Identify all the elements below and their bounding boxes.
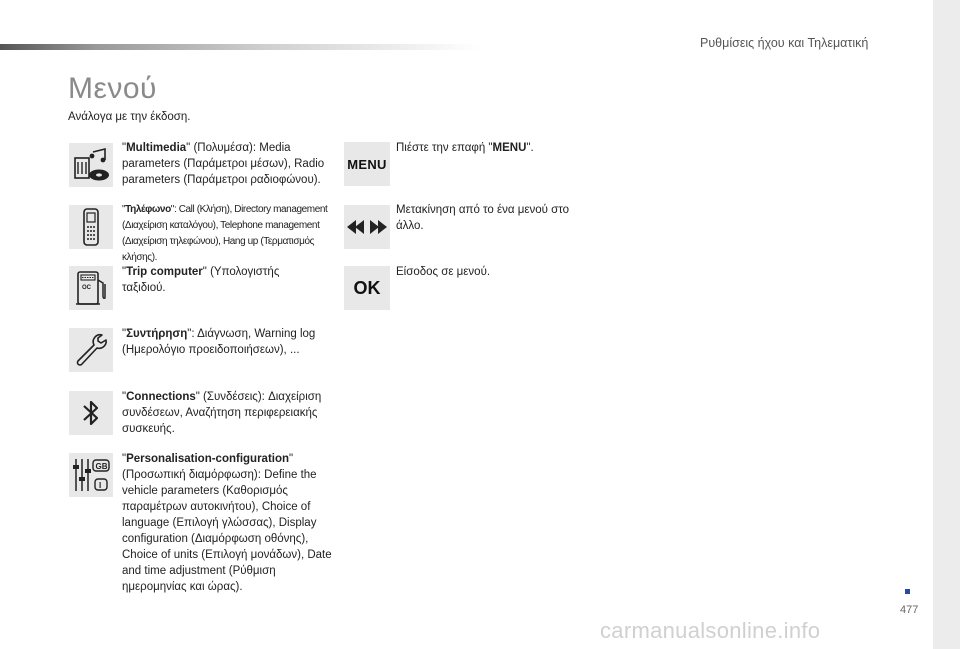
menu-button-desc	[396, 140, 596, 156]
menu-button-desc-pre: Πιέστε την επαφή "	[396, 142, 493, 154]
language-gb-label: GB	[95, 462, 108, 471]
item-trip-text: (Υπολογιστής ταξιδιού.	[122, 266, 280, 294]
media-music-icon	[69, 143, 113, 187]
phone-icon	[69, 205, 113, 249]
watermark: carmanualsonline.info	[600, 618, 821, 643]
item-personalisation-title: Personalisation-configuration	[126, 453, 290, 465]
bluetooth-icon	[69, 391, 113, 435]
item-connections-text: (Συνδέσεις): Διαχείριση συνδέσεων, Αναζήτηση περιφερειακής συσκευής.	[122, 391, 322, 435]
item-connections-title: Connections	[126, 391, 196, 403]
item-personalisation-desc: "Personalisation-configuration" (Προσωπική διαμόρφωση): Define the vehicle parameters (Καθορισμός παραμέτρων αυτοκινήτου), Choice of language (Επιλογή γλώσσας), Display configuration (Διαμόρφωση οθόνης), Choice of units (Επιλογή μονάδων), Date and time adjustment (Ρύθμιση ημερομηνίας και ώρας).	[122, 453, 332, 593]
arrow-buttons-desc: Μετακίνηση από το ένα μενού στο άλλο.	[396, 204, 569, 232]
ok-button-desc: Είσοδος σε μενού.	[396, 266, 491, 278]
arrow-buttons-illustration	[344, 205, 390, 249]
page-marker-dot	[905, 589, 910, 594]
fuel-pump-icon	[69, 266, 113, 310]
item-multimedia-title: Multimedia	[126, 142, 187, 154]
page-number: 477	[900, 604, 919, 616]
menu-button-desc-bold: MENU	[492, 142, 527, 154]
ok-button-illustration	[344, 266, 390, 310]
menu-button-label: MENU	[347, 156, 387, 172]
intro-text: Ανάλογα με την έκδοση.	[68, 111, 191, 123]
item-connections-desc: "Connections" (Συνδέσεις): Διαχείριση συνδέσεων, Αναζήτηση περιφερειακής συσκευής.	[122, 391, 322, 435]
ok-button-label: OK	[353, 277, 381, 298]
menu-button-desc-post: ".	[526, 142, 534, 154]
wrench-icon	[69, 328, 113, 372]
item-phone-title: Τηλέφωνο	[125, 204, 171, 215]
settings-sliders-icon	[69, 453, 113, 497]
header-gradient-bar	[0, 44, 480, 50]
page-edge-strip	[933, 0, 960, 649]
item-trip-title: Trip computer	[126, 266, 203, 278]
item-personalisation-text: (Προσωπική διαμόρφωση): Define the vehicle parameters (Καθορισμός παραμέτρων αυτοκινήτου), Choice of language (Επιλογή γλώσσας), Display configuration (Διαμόρφωση οθόνης), Choice of units (Επιλογή μονάδων), Date and time adjustment (Ρύθμιση ημερομηνίας και ώρας).	[122, 469, 332, 593]
left-right-arrows-icon	[345, 217, 389, 237]
item-multimedia-text: (Πολυμέσα): Media parameters (Παράμετροι μέσων), Radio parameters (Παράμετροι ραδιοφώνου).	[122, 142, 325, 186]
menu-button-illustration	[344, 142, 390, 186]
item-maintenance-title: Συντήρηση	[126, 328, 188, 340]
units-i-label: I	[99, 481, 102, 490]
item-phone-text: : Call (Κλήση), Directory management (Διαχείριση καταλόγου), Telephone management (Διαχείριση τηλεφώνου), Hang up (Τερματισμός κλήσης).	[122, 204, 328, 263]
fuel-pump-label: OC	[82, 285, 91, 291]
item-maintenance-desc: "Συντήρηση": Διάγνωση, Warning log (Ημερολόγιο προειδοποιήσεων), ...	[122, 328, 316, 356]
item-trip-desc: "Trip computer" (Υπολογιστής ταξιδιού.	[122, 266, 280, 294]
page-title: Μενού	[68, 72, 157, 105]
item-maintenance-text: : Διάγνωση, Warning log (Ημερολόγιο προειδοποιήσεων), ...	[122, 328, 316, 356]
item-phone-desc: "Τηλέφωνο": Call (Κλήση), Directory management (Διαχείριση καταλόγου), Telephone management (Διαχείριση τηλεφώνου), Hang up (Τερματισμός κλήσης).	[122, 204, 328, 263]
section-title: Ρυθμίσεις ήχου και Τηλεματική	[700, 36, 869, 50]
item-multimedia-desc: "Multimedia" (Πολυμέσα): Media parameters (Παράμετροι μέσων), Radio parameters (Παράμετροι ραδιοφώνου).	[122, 142, 325, 186]
